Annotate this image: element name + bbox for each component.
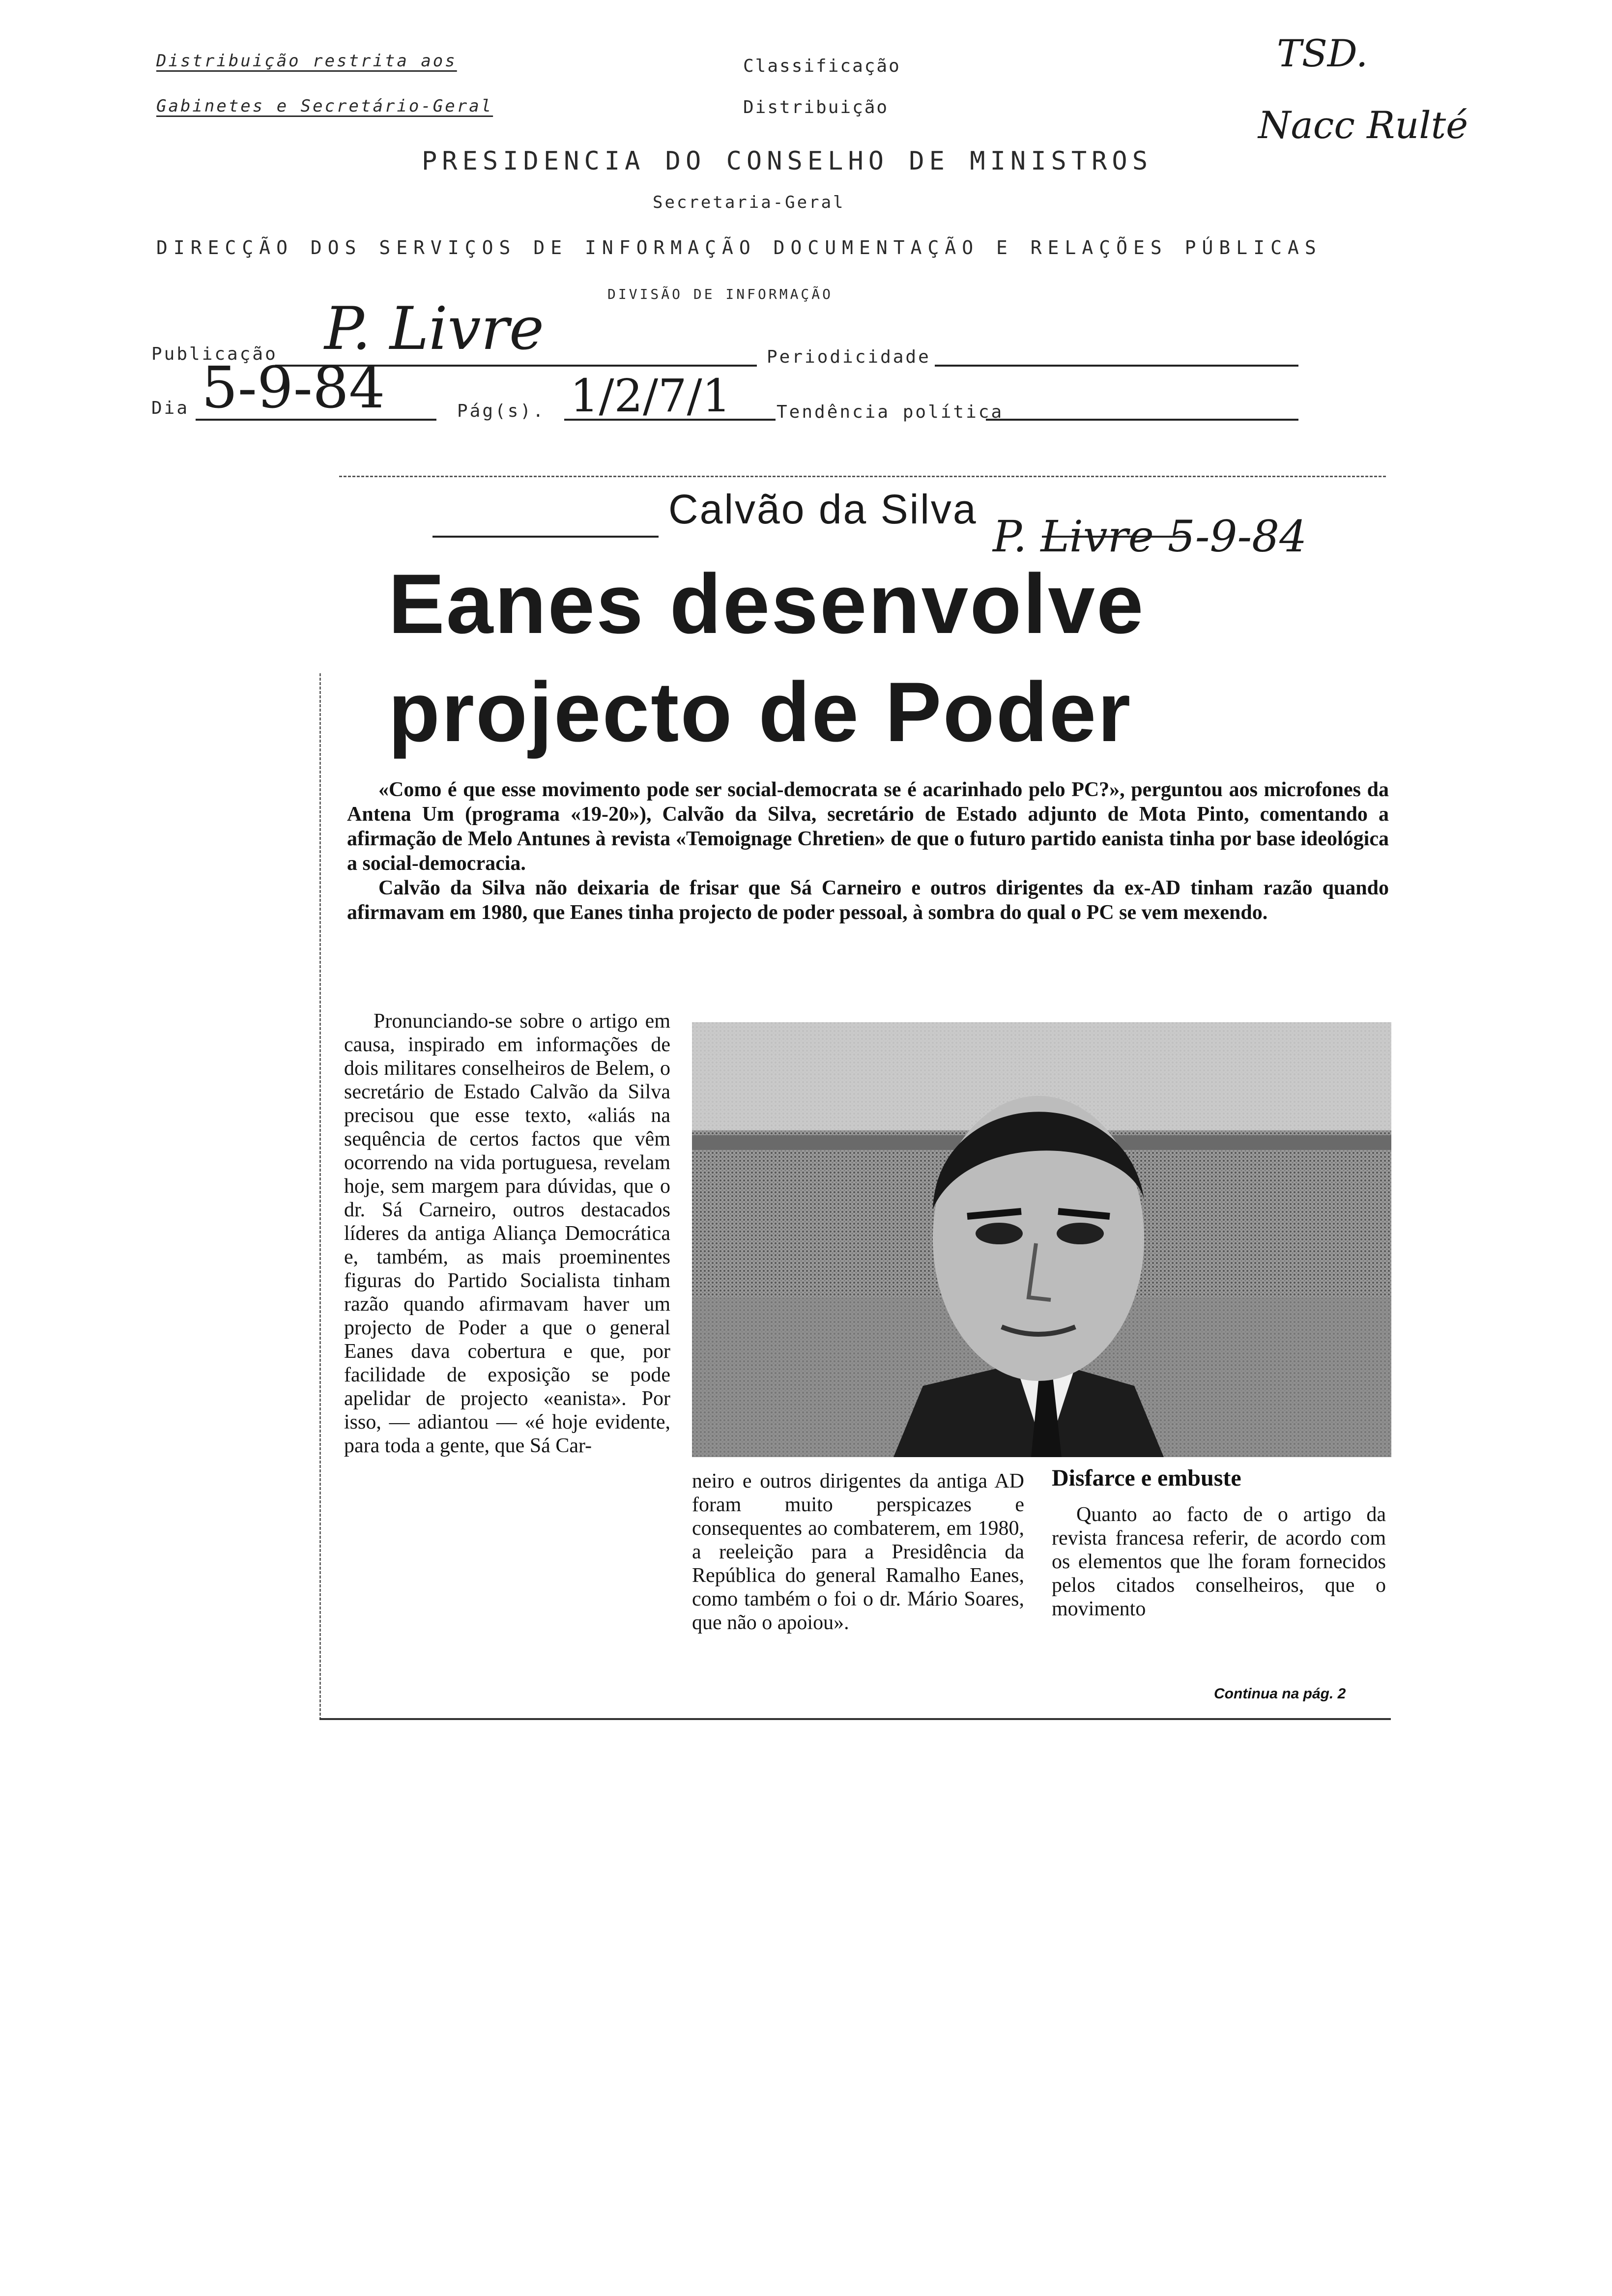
handwritten-clip-note: P. Livre 5-9-84: [993, 511, 1307, 562]
day-value: 5-9-84: [202, 355, 385, 421]
classification-label: Classificação: [743, 56, 901, 76]
section-heading-disfarce: Disfarce e embuste: [1052, 1465, 1241, 1491]
periodicity-field-line: [935, 365, 1298, 367]
kicker-rule-left: [432, 536, 659, 538]
continued-on-page-label: Continua na pág. 2: [1214, 1686, 1346, 1702]
lead-paragraph-2: Calvão da Silva não deixaria de frisar que Sá Carneiro e outros dirigentes da ex-AD tinham razão quando afirmavam em 1980, que Eanes tinha projecto de poder pessoal, à sombra do qual o PC se vem mexendo.: [347, 877, 1389, 924]
lead-paragraph-1: «Como é que esse movimento pode ser social-democrata se é acarinhado pelo PC?», perguntou aos microfones da Antena Um (programa «19-20»), Calvão da Silva, secretário de Estado adjunto de Mota Pinto, comentando a afirmação de Melo Antunes à revista «Temoignage Chretien» de que o futuro partido eanista tinha por base ideológica a social-democracia.: [347, 778, 1389, 875]
article-kicker: Calvão da Silva: [668, 486, 978, 532]
article-column-2: neiro e outros dirigentes da antiga AD foram muito perspicazes e consequentes ao combaterem, em 1980, a reeleição para a Presidência da República do general Ramalho Eanes, como também o foi o dr. Mário Soares, que não o apoiou».: [692, 1470, 1024, 1634]
headline-line-2: projecto de Poder: [388, 665, 1132, 759]
distribution-label: Distribuição: [743, 97, 889, 117]
political-tendency-label: Tendência política: [777, 402, 1004, 422]
article-column-1: Pronunciando-se sobre o artigo em causa, inspirado em informações de dois militares conselheiros de Belem, o secretário de Estado Calvão da Silva precisou que esse texto, «aliás na sequência de certos factos que vêm ocorrendo na vida portuguesa, revelam hoje, sem margem para dúvidas, que o dr. Sá Carneiro, outros destacados líderes da antiga Aliança Democrática e, também, as mais proeminentes figuras do Partido Socialista tinham razão quando afirmavam haver um projecto de Poder a que o general Eanes dava cobertura e que, por facilidade de exposição se pode apelidar de projecto «eanista». Por isso, — adiantou — «é hoje evidente, para toda a gente, que Sá Car-: [344, 1010, 670, 1457]
clipping-top-border: [339, 476, 1386, 477]
presidency-title: PRESIDENCIA DO CONSELHO DE MINISTROS: [422, 146, 1153, 176]
handwritten-note-top-right-1: TSD.: [1277, 31, 1368, 75]
directorate-title: DIRECÇÃO DOS SERVIÇOS DE INFORMAÇÃO DOCUMENTAÇÃO E RELAÇÕES PÚBLICAS: [156, 237, 1322, 258]
article-lead: [347, 777, 1389, 925]
division-title: DIVISÃO DE INFORMAÇÃO: [607, 286, 834, 302]
portrait-photo-graphic: [692, 1022, 1391, 1457]
distribution-line-2: Gabinetes e Secretário-Geral: [156, 96, 493, 116]
clipping-bottom-border: [319, 1718, 1391, 1720]
pages-label: Pág(s).: [457, 401, 546, 421]
political-tendency-field-line: [986, 419, 1298, 421]
secretariat-title: Secretaria-Geral: [653, 193, 845, 212]
headline-line-1: Eanes desenvolve: [388, 557, 1145, 651]
clipping-left-border: [319, 673, 321, 1720]
portrait-photo: [692, 1022, 1391, 1457]
day-label: Dia: [151, 398, 190, 418]
publication-label: Publicação: [151, 344, 278, 364]
article-column-3: Quanto ao facto de o artigo da revista francesa referir, de acordo com os elementos que lhe foram fornecidos pelos citados conselheiros, que o movimento: [1052, 1503, 1386, 1620]
periodicity-label: Periodicidade: [767, 347, 931, 367]
distribution-line-1: Distribuição restrita aos: [156, 51, 457, 71]
publication-value: P. Livre: [324, 295, 544, 363]
handwritten-note-top-right-2: Nacc Rulté: [1258, 103, 1468, 147]
pages-value: 1/2/7/1: [570, 370, 731, 422]
